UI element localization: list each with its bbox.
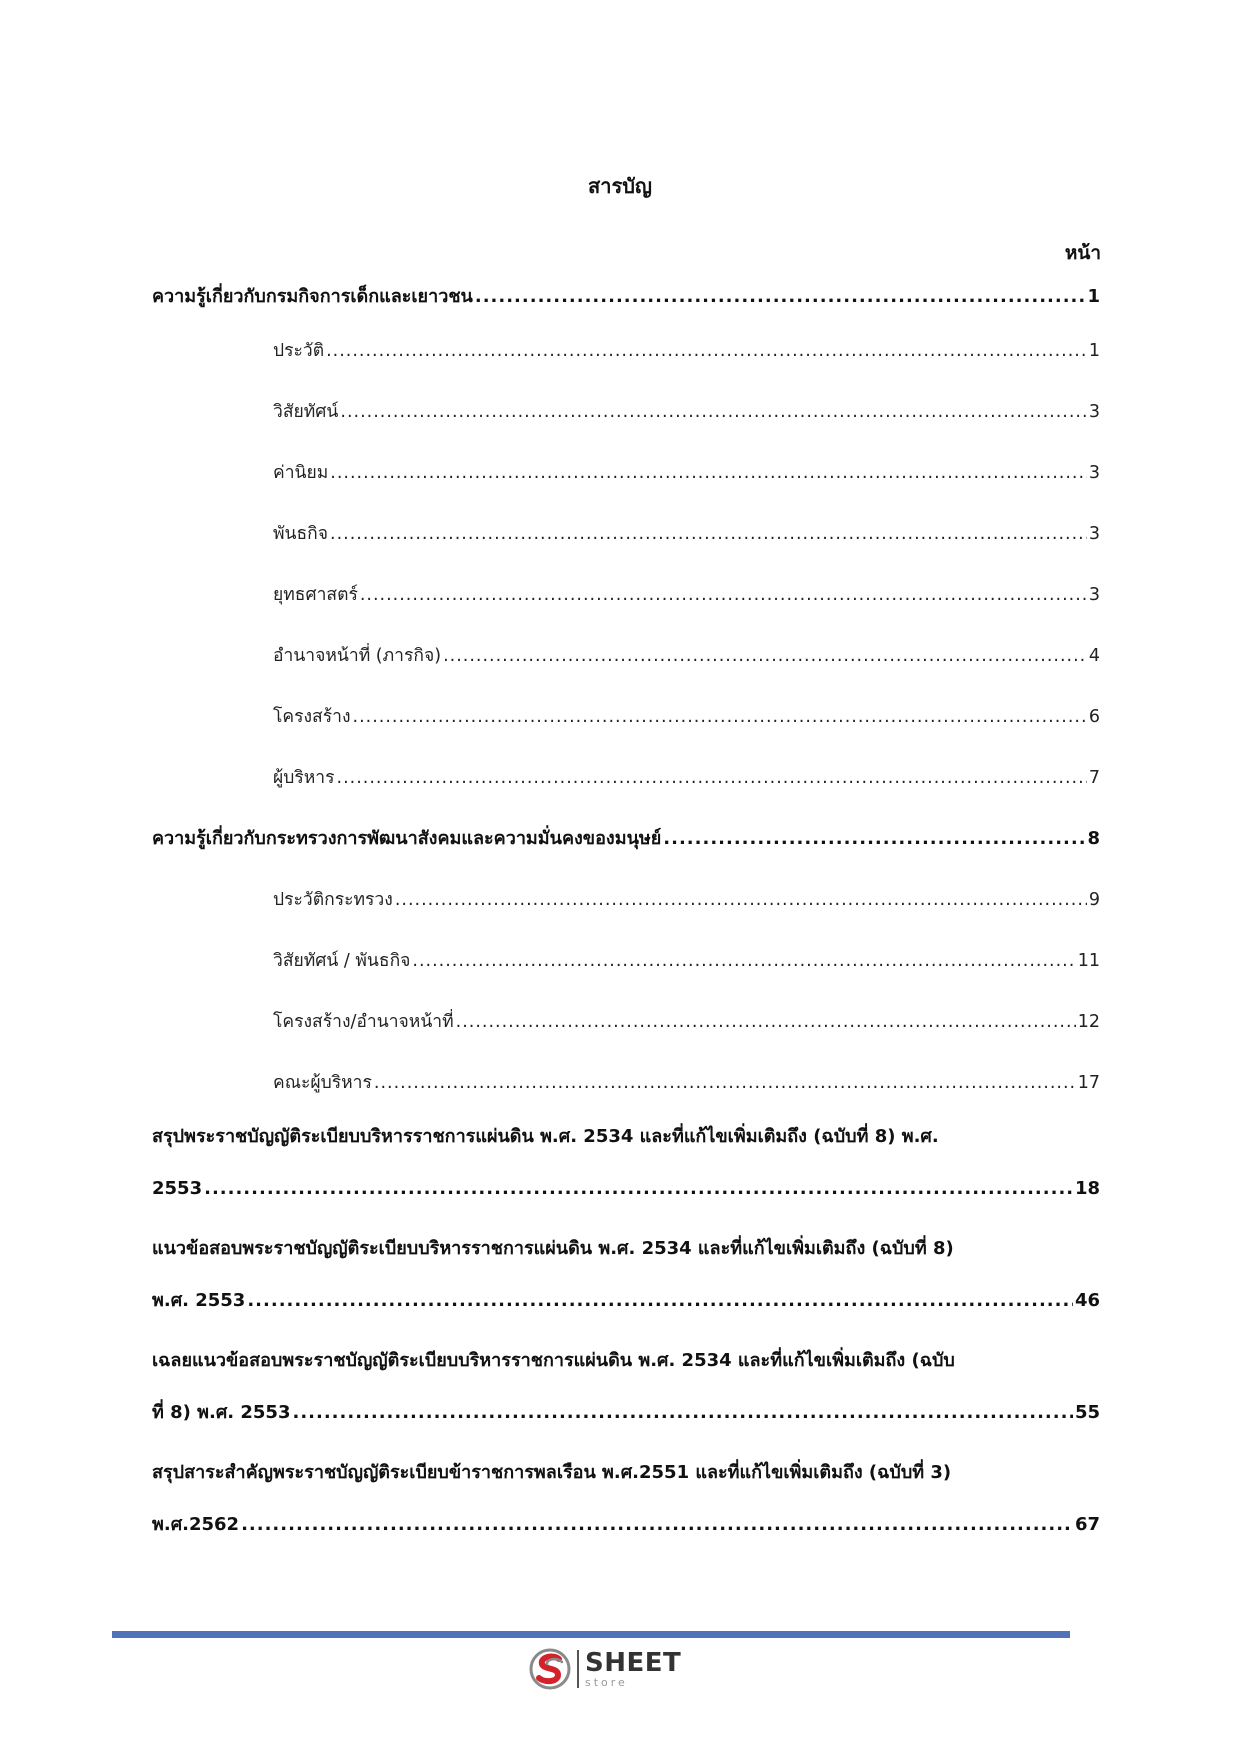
toc-entry-text: อำนาจหน้าที่ (ภารกิจ) <box>273 646 442 666</box>
toc-entry-page: 3 <box>1088 524 1100 544</box>
toc-entry[interactable] <box>152 824 1100 854</box>
toc-entry[interactable] <box>152 885 1100 915</box>
toc-entry-page: 7 <box>1088 768 1100 788</box>
toc-entry[interactable] <box>152 1122 1100 1204</box>
toc-entry-text-line1: แนวข้อสอบพระราชบัญญัติระเบียบบริหารราชการแผ่นดิน พ.ศ. 2534 และที่แก้ไขเพิ่มเติมถึง (ฉบับที่ 8) <box>152 1238 954 1259</box>
toc-leader <box>663 824 1085 854</box>
toc-entry-page: 46 <box>1074 1290 1100 1311</box>
toc-leader <box>374 1068 1076 1098</box>
toc-entry-page: 55 <box>1074 1402 1100 1423</box>
toc-entry[interactable] <box>152 763 1100 793</box>
toc-entry-page: 1 <box>1087 286 1100 307</box>
toc-leader <box>241 1510 1073 1540</box>
toc-entry-text: วิสัยทัศน์ / พันธกิจ <box>273 951 411 971</box>
page-title: สารบัญ <box>588 174 652 198</box>
toc-leader <box>326 336 1087 366</box>
toc-leader <box>204 1174 1073 1204</box>
logo-sub-text: store <box>585 1676 628 1689</box>
toc-entry-text: วิสัยทัศน์ <box>273 402 339 422</box>
toc-entry-page: 6 <box>1088 707 1100 727</box>
toc-entry-page: 67 <box>1074 1514 1100 1535</box>
toc-entry-page: 18 <box>1074 1178 1100 1199</box>
toc-entry-text: ความรู้เกี่ยวกับกระทรวงการพัฒนาสังคมและความมั่นคงของมนุษย์ <box>152 828 662 849</box>
toc-entry-text: พันธกิจ <box>273 524 329 544</box>
toc-entry[interactable] <box>152 1458 1100 1540</box>
logo-separator <box>577 1650 579 1688</box>
toc-entry[interactable] <box>152 1007 1100 1037</box>
footer-divider <box>112 1631 1070 1638</box>
toc-entry[interactable] <box>152 282 1100 312</box>
toc-entry-page: 11 <box>1077 951 1100 971</box>
toc-entry[interactable] <box>152 946 1100 976</box>
toc-leader <box>340 397 1086 427</box>
toc-entry-page: 3 <box>1088 402 1100 422</box>
toc-entry-page: 1 <box>1088 341 1100 361</box>
toc-entry-text: ที่ 8) พ.ศ. 2553 <box>152 1402 291 1423</box>
toc-entry-page: 4 <box>1088 646 1100 666</box>
logo-main-text: SHEET <box>585 1648 682 1678</box>
toc-entry[interactable] <box>152 519 1100 549</box>
page-column-label: หน้า <box>1064 242 1101 264</box>
toc-entry-text: โครงสร้าง <box>273 707 351 727</box>
toc-entry-page: 12 <box>1077 1012 1100 1032</box>
toc-leader <box>395 885 1087 915</box>
sheet-store-logo <box>529 1648 681 1690</box>
toc-entry[interactable] <box>152 1346 1100 1428</box>
toc-entry-text-line1: สรุปพระราชบัญญัติระเบียบบริหารราชการแผ่นดิน พ.ศ. 2534 และที่แก้ไขเพิ่มเติมถึง (ฉบับที่ 8) พ.ศ. <box>152 1126 939 1147</box>
toc-entry-text: ผู้บริหาร <box>273 768 335 788</box>
toc-leader <box>412 946 1075 976</box>
toc-entry-text-line1: เฉลยแนวข้อสอบพระราชบัญญัติระเบียบบริหารราชการแผ่นดิน พ.ศ. 2534 และที่แก้ไขเพิ่มเติมถึง (ฉบับ <box>152 1350 955 1371</box>
toc-entry-text-line1: สรุปสาระสำคัญพระราชบัญญัติระเบียบข้าราชการพลเรือน พ.ศ.2551 และที่แก้ไขเพิ่มเติมถึง (ฉบับที่ 3) <box>152 1462 952 1483</box>
toc-entry[interactable] <box>152 641 1100 671</box>
logo-text <box>585 1650 681 1688</box>
toc-leader <box>456 1007 1076 1037</box>
toc-leader <box>330 519 1087 549</box>
toc-leader <box>475 282 1086 312</box>
toc-entry-page: 8 <box>1087 828 1100 849</box>
toc-entry-text: คณะผู้บริหาร <box>273 1073 372 1093</box>
toc-leader <box>360 580 1087 610</box>
toc-entry[interactable] <box>152 580 1100 610</box>
toc-entry-text: ประวัติ <box>273 341 325 361</box>
sheet-store-s-icon <box>529 1648 571 1690</box>
toc-entry-text: 2553 <box>152 1178 203 1199</box>
toc-entry-page: 3 <box>1088 585 1100 605</box>
toc-entry[interactable] <box>152 1234 1100 1316</box>
toc-entry-page: 3 <box>1088 463 1100 483</box>
toc-leader <box>292 1398 1072 1428</box>
toc-entry-text: ความรู้เกี่ยวกับกรมกิจการเด็กและเยาวชน <box>152 286 473 307</box>
toc-entry-text: พ.ศ.2562 <box>152 1514 240 1535</box>
toc-leader <box>330 458 1087 488</box>
toc-entry-page: 17 <box>1077 1073 1100 1093</box>
table-of-contents <box>152 282 1100 1540</box>
toc-leader <box>247 1286 1073 1316</box>
toc-entry[interactable] <box>152 397 1100 427</box>
toc-entry-text: ประวัติกระทรวง <box>273 890 393 910</box>
toc-entry-text: โครงสร้าง/อำนาจหน้าที่ <box>273 1012 454 1032</box>
toc-entry-text: พ.ศ. 2553 <box>152 1290 246 1311</box>
toc-entry-text: ยุทธศาสตร์ <box>273 585 358 605</box>
toc-entry[interactable] <box>152 1068 1100 1098</box>
toc-leader <box>443 641 1087 671</box>
toc-entry[interactable] <box>152 702 1100 732</box>
toc-leader <box>337 763 1087 793</box>
toc-entry[interactable] <box>152 458 1100 488</box>
toc-entry[interactable] <box>152 336 1100 366</box>
toc-entry-text: ค่านิยม <box>273 463 329 483</box>
toc-entry-page: 9 <box>1088 890 1100 910</box>
toc-leader <box>353 702 1087 732</box>
